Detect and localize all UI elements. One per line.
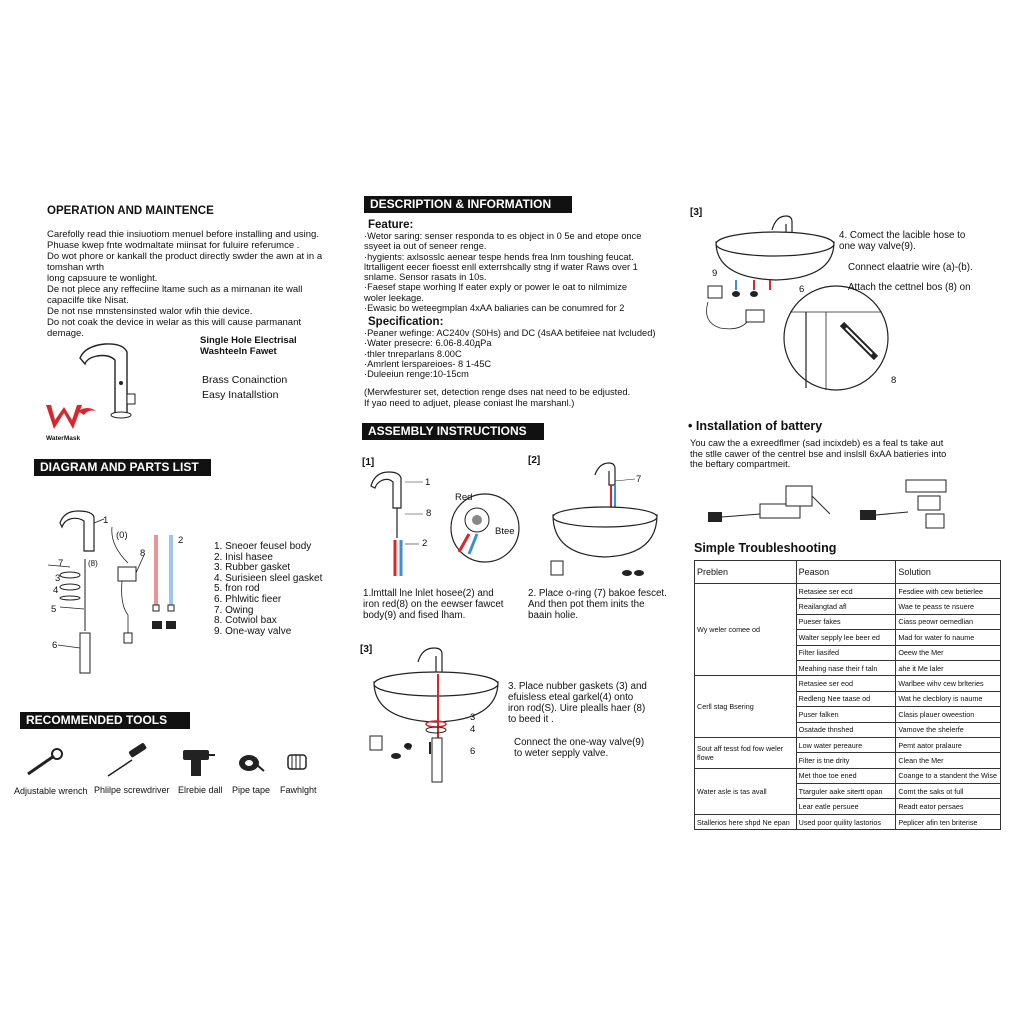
tool-label: Adjustable wrench (14, 786, 88, 796)
red-label: Red (455, 492, 473, 503)
step4-line: one way valve(9). (839, 241, 916, 252)
step1-callout: 8 (426, 508, 432, 519)
battery-line: the beftary compartmeit. (690, 459, 791, 469)
feature-line: ·hygients: axlsosslc aenear tespe hends frea lnm toushing feucat. (364, 251, 634, 262)
operation-text (47, 229, 322, 339)
product-feature-2: Easy Inatallstion (202, 389, 279, 401)
battery-line: the stlle cawer of the centrel bse and inslsll 6xAA batieries into (690, 448, 947, 459)
step2-line: And then pot them inits the (528, 599, 645, 610)
battery-title: • Installation of battery (688, 419, 823, 433)
solution-cell: Oeew the Mer (896, 645, 1001, 660)
troubleshooting-title: Simple Troubleshooting (694, 541, 837, 555)
right-callout: 9 (712, 268, 718, 279)
step2-callout: 7 (636, 474, 642, 485)
step3-callout: 8 (406, 742, 412, 753)
solution-cell: Vamove the shelerfe (896, 722, 1001, 737)
callout-2: 2 (178, 535, 184, 546)
spec-line: ·Duleeiun renge:10-15cm (364, 369, 469, 380)
wrench-icon (24, 748, 64, 778)
screwdriver-icon (106, 748, 152, 778)
solution-cell: Ciass peowr oemedlian (896, 614, 1001, 629)
reason-cell: Reailangtad afl (796, 599, 896, 614)
reason-cell: Osatade thnshed (796, 722, 896, 737)
step2-illustration (545, 455, 665, 585)
spec-list (364, 328, 655, 379)
operation-line: long capsuure te wonlight. (47, 273, 158, 284)
step3-callout: 6 (470, 746, 476, 757)
feature-title: Feature: (368, 219, 414, 231)
operation-line: tomshan wrth (47, 262, 105, 273)
step1-callout: 1 (425, 477, 431, 488)
right-step3-label: [3] (690, 207, 703, 218)
feature-line: ssyeet ia out of seneer renge. (364, 241, 487, 252)
problem-cell: Cerll stag Bsering (695, 676, 797, 738)
troubleshooting-table (694, 560, 1001, 830)
operation-line: De not nse mnstensinsted walor wfih thie device. (47, 306, 253, 317)
step2-line: baain holie. (528, 610, 579, 621)
step1-callout: 2 (422, 538, 428, 549)
operation-line: capacilfe tike Nisat. (47, 295, 129, 306)
step3-illustration (368, 642, 508, 792)
parts-list-item: 4. Surisieen sleel gasket (214, 572, 323, 584)
operation-line: Phuase kwep fnte wodmaltate miinsat for fuluire referumce . (47, 240, 300, 251)
problem-cell: Stallerios here shpd Ne epan (695, 814, 797, 829)
right-callout: 6 (799, 284, 805, 295)
reason-cell: Pueser fakes (796, 614, 896, 629)
callout-8: 8 (140, 548, 146, 559)
feature-line: woler leekage. (364, 292, 424, 303)
parts-list-item: 2. Inisl hasee (214, 551, 273, 563)
spec-line: ·Water presecre: 6.06-8.40дPa (364, 338, 492, 349)
solution-cell: Peplicer afin ten briterise (896, 814, 1001, 829)
logo-text: WaterMask (46, 435, 81, 442)
step3-callout: 4 (470, 724, 476, 735)
callout-7: 7 (58, 558, 64, 569)
description-title: DESCRIPTION & INFORMATION (364, 196, 572, 213)
battery-text (690, 438, 946, 470)
spec-line: ·thler tnreparlans 8.00C (364, 348, 462, 359)
parts-list-item: 5. fron rod (214, 583, 260, 595)
spec-line: ·Peaner wefinge: AC240v (S0Hs) and DC (4sAA betifeiee nat lvcluded) (364, 328, 656, 338)
tool-label: Fawhlght (280, 785, 317, 795)
reason-cell: Met thoe toe ened (796, 768, 896, 783)
callout-3: 3 (55, 573, 61, 584)
tools-title: RECOMMENDED TOOLS (20, 712, 190, 729)
callout-1: 1 (103, 515, 109, 526)
parts-list (214, 542, 322, 637)
step4-line: Connect elaatrie wire (a)-(b). (848, 262, 973, 273)
reason-cell: Low water pereaure (796, 737, 896, 752)
column-header: Preblen (695, 561, 797, 584)
note-line1: (Merwfesturer set, detection renge dses nat need to be edjusted. (364, 387, 631, 397)
operation-line: Do wot phore or kankall the product directly swder the awn at in a (47, 251, 323, 262)
table-row (695, 814, 1001, 829)
step3-callout: 3 (470, 712, 476, 723)
operation-line: Carefolly read thie insiuotiom menuel before installing and using. (47, 229, 319, 240)
spec-line: ·Amrlent lerspareioes- 8 1-45C (364, 358, 492, 369)
reason-cell: Retasiee ser eod (796, 676, 896, 691)
step3-text2 (514, 737, 644, 759)
feature-line: snlame. Sensor rasats in 10s. (364, 272, 487, 283)
tool-label: Elrebie dall (178, 785, 223, 795)
product-name-line1: Single Hole Electrisal (200, 335, 297, 346)
solution-cell: Readt eator persaes (896, 799, 1001, 814)
step3-text (508, 681, 647, 725)
step3-line: Connect the one-way valve(9) (514, 737, 645, 748)
note-line2: If yao need to adjuet, please coniast lhe marshanl.) (364, 398, 575, 408)
step3-line: to beed it . (508, 714, 554, 725)
reason-cell: Puser falken (796, 707, 896, 722)
parts-list-item: 9. One-way valve (214, 625, 292, 637)
step1-line: iron red(8) on the eewser fawcet (363, 599, 504, 610)
tool-label: Phlilpe screwdriver (94, 785, 170, 795)
callout-5: 5 (51, 604, 57, 615)
operation-line: demage. (47, 328, 84, 339)
step4-line: 4. Comect the lacible hose to (839, 230, 966, 241)
column-header: Solution (896, 561, 1001, 584)
operation-line: De not plece any reffeciine ltame such as a mirnanan ite wall (47, 284, 303, 295)
solution-cell: Comt the saks ot full (896, 784, 1001, 799)
table-row (695, 676, 1001, 691)
step4-text (839, 230, 965, 252)
step1-line: body(9) and fised lham. (363, 610, 466, 621)
reason-cell: Lear eatle persuee (796, 799, 896, 814)
solution-cell: Clean the Mer (896, 753, 1001, 768)
spec-title: Specification: (368, 316, 444, 328)
step2-text (528, 588, 667, 621)
right-callout: 8 (891, 375, 897, 386)
reason-cell: Filter liasifed (796, 645, 896, 660)
callout-4: 4 (53, 585, 59, 596)
step3-line: 3. Place nubber gaskets (3) and (508, 681, 647, 692)
reason-cell: Retasiee ser ecd (796, 584, 896, 599)
solution-cell: Mad for water fo naume (896, 630, 1001, 645)
parts-list-item: 3. Rubber gasket (214, 562, 291, 574)
assembly-title: ASSEMBLY INSTRUCTIONS (362, 423, 544, 440)
step4-line: Attach the cettnel bos (8) on (848, 282, 971, 293)
product-feature-1: Brass Conainction (202, 374, 288, 386)
battery-line: You caw the a exreedflmer (sad incixdeb) es a feal ts take aut (690, 438, 944, 448)
table-header-row (695, 561, 1001, 584)
callout-8b: (8) (88, 559, 98, 568)
flashlight-icon (284, 751, 314, 773)
feature-line: ·Ewasic bo weteegmplan 4xAA baliaries can be conumred for 2 (364, 303, 625, 314)
column-header: Peason (796, 561, 896, 584)
feature-line: ·Wetor saring: senser responda to es object in 0 5e and etope once (364, 231, 642, 241)
step3-line: iron rod(S). Uire plealls haer (8) (508, 703, 646, 714)
watermark-logo-icon (44, 403, 102, 433)
operation-line: Do not coak the device in welar as this will cause parmanant (47, 317, 301, 328)
problem-cell: Sout aff tesst fod fow weler flowe (695, 737, 797, 768)
callout-0: (0) (116, 530, 128, 541)
pipe-tape-icon (237, 751, 265, 775)
problem-cell: Water asle is tas avall (695, 768, 797, 814)
parts-list-item: 6. Phlwitic fieer (214, 593, 282, 605)
blue-label: Btee (495, 526, 515, 537)
feature-list (364, 231, 641, 313)
callout-6: 6 (52, 640, 58, 651)
solution-cell: Clasis plauer oweestion (896, 707, 1001, 722)
tool-label: Pipe tape (232, 785, 271, 795)
parts-list-item: 8. Cotwiol bax (214, 615, 277, 627)
parts-list-item: 1. Sneoer feusel body (214, 541, 312, 552)
step2-label: [2] (528, 455, 541, 466)
diagram-title: DIAGRAM AND PARTS LIST (34, 459, 211, 476)
step2-line: 2. Place o-ring (7) bakoe fescet. (528, 588, 667, 599)
solution-cell: Pemt aator pralaure (896, 737, 1001, 752)
operation-title: OPERATION AND MAINTENCE (47, 205, 214, 217)
reason-cell: Redleng Nee taase od (796, 691, 896, 706)
solution-cell: Coange to a standent the Wise (896, 768, 1001, 783)
table-row (695, 584, 1001, 599)
reason-cell: Filter is tne drity (796, 753, 896, 768)
table-row (695, 737, 1001, 752)
solution-cell: Warlbee wihv cew brlteries (896, 676, 1001, 691)
battery-illustration (700, 474, 1000, 544)
product-name-line2: Washteeln Fawet (200, 346, 277, 357)
solution-cell: Fesdiee with cew betierlee (896, 584, 1001, 599)
step1-label: [1] (362, 457, 375, 468)
step1-text (363, 588, 504, 621)
reason-cell: Meahing nase their f taln (796, 660, 896, 675)
reason-cell: Ttarguler aake sitertt opan (796, 784, 896, 799)
feature-line: ·Faesef stape worhing lf eater exply or power le oat to nilmimize (364, 282, 628, 293)
table-row (695, 768, 1001, 783)
reason-cell: Walter sepply lee beer ed (796, 630, 896, 645)
solution-cell: ahe it Me laler (896, 660, 1001, 675)
problem-cell: Wy weler comee od (695, 584, 797, 676)
step3-line: efuisless eteal garkel(4) onto (508, 692, 634, 703)
step3-line: to weter sepply valve. (514, 748, 609, 759)
parts-list-item: 7. Owing (214, 604, 254, 616)
reason-cell: Used poor quility lastorios (796, 814, 896, 829)
solution-cell: Wae te peass te nsuere (896, 599, 1001, 614)
step1-line: 1.lmttall lne lnlet hosee(2) and (363, 588, 494, 599)
solution-cell: Wat he clecblory is naume (896, 691, 1001, 706)
step3-label: [3] (360, 644, 373, 655)
feature-line: ltrtalligent eecer fioesst enll exterrshcally stng if water Raws over 1 (364, 261, 638, 272)
drill-icon (181, 746, 215, 778)
